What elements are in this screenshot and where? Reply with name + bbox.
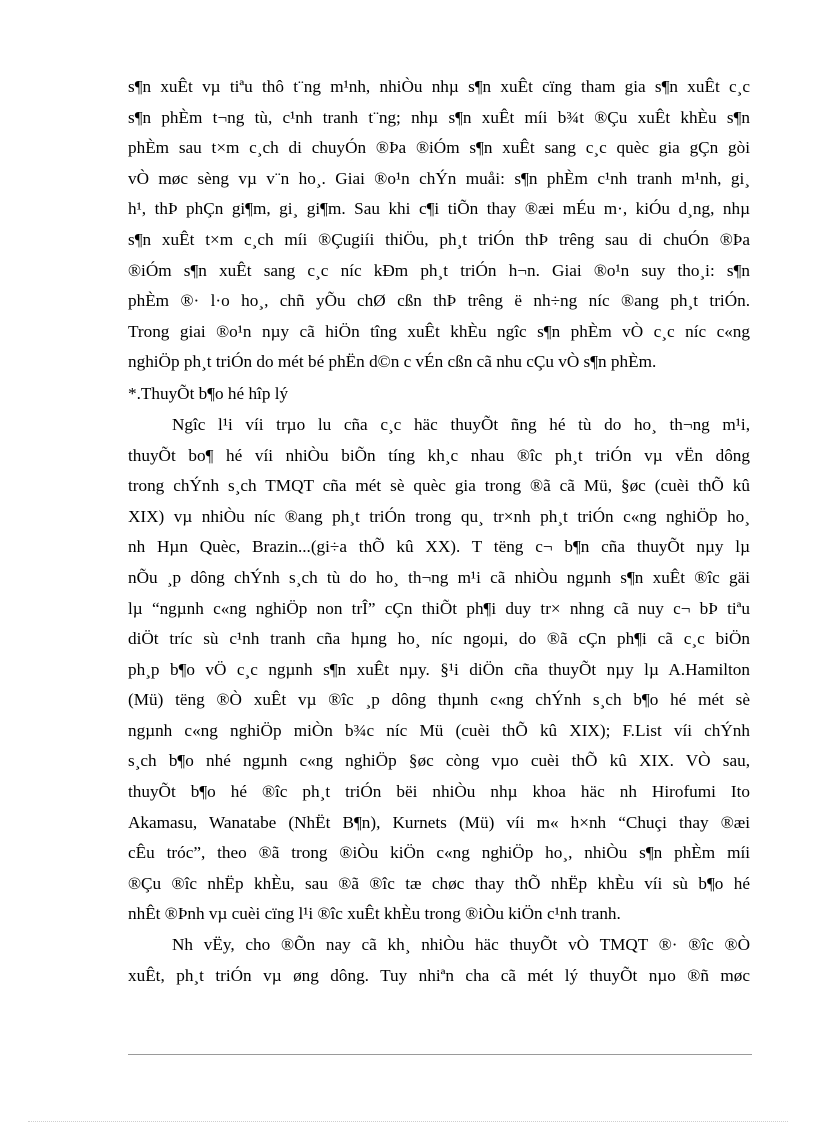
text-line: s¸ch b¶o nhé ngµnh c«ng nghiÖp §øc còng vµo cuèi thÕ kû XIX. VÒ sau,: [128, 751, 750, 771]
text-line: h¹, thÞ phÇn gi¶m, gi¸ gi¶m. Sau khi c¶i tiÕn thay ®æi mÉu m·, kiÓu d¸ng, nhµ: [128, 199, 750, 219]
text-line: nh Hµn Quèc, Brazin...(gi÷a thÕ kû XX). T tëng c¬ b¶n cña thuyÕt nµy lµ: [128, 537, 750, 557]
text-line: nhÊt ®Þnh vµ cuèi cïng l¹i ®îc xuÊt khÈu trong ®iÒu kiÖn c¹nh tranh.: [128, 904, 621, 924]
text-line: ngµnh c«ng nghiÖp miÒn b¾c níc Mü (cuèi thÕ kû XIX); F.List víi chÝnh: [128, 720, 750, 740]
text-line: thuyÕt bo¶ hé víi nhiÒu biÕn tíng kh¸c nhau ®îc ph¸t triÓn vµ vËn dông: [128, 445, 750, 465]
text-line: lµ “ngµnh c«ng nghiÖp non trÎ” cÇn thiÕt ph¶i duy tr× nhng cã nuy c¬ bÞ tiªu: [128, 598, 750, 618]
text-line: phÈm ®· l·o ho¸, chñ yÕu chØ cßn thÞ trêng ë nh÷ng níc ®ang ph¸t triÓn.: [128, 291, 750, 311]
text-line: phÈm sau t×m c¸ch di chuyÓn ®Þa ®iÓm s¶n xuÊt sang c¸c quèc gia gÇn gòi: [128, 138, 750, 158]
text-line: xuÊt, ph¸t triÓn vµ øng dông. Tuy nhiªn cha cã mét lý thuyÕt nµo ®ñ møc: [128, 965, 750, 985]
text-line: thuyÕt b¶o hé ®îc ph¸t triÓn bëi nhiÒu nhµ khoa häc nh Hirofumi Ito: [128, 782, 750, 802]
text-line: nÕu ¸p dông chÝnh s¸ch tù do ho¸ th¬ng m¹i cã nhiÒu ngµnh s¶n xuÊt ®îc gäi: [128, 567, 750, 587]
paragraph-conclusion: [128, 930, 750, 991]
text-line: cÊu tróc”, theo ®ã trong ®iÒu kiÖn c«ng nghiÖp ho¸, nhiÒu s¶n phÈm míi: [128, 843, 750, 863]
text-line: s¶n xuÊt t×m c¸ch míi ®Çugiíi thiÖu, ph¸t triÓn thÞ trêng sau di chuÓn ®Þa: [128, 229, 750, 249]
text-line: diÖt tríc sù c¹nh tranh cña hµng ho¸ níc ngoµi, do ®ã cÇn ph¶i cã c¸c biÖn: [128, 629, 750, 649]
section-heading: *.ThuyÕt b¶o hé hîp lý: [128, 383, 289, 403]
paragraph-product-lifecycle: [128, 72, 750, 378]
document-body: [128, 72, 750, 991]
text-line: vÒ møc sèng vµ v¨n ho¸. Giai ®o¹n chÝn muåi: s¶n phÈm c¹nh tranh m¹nh, gi¸: [128, 168, 750, 188]
text-line: ®iÓm s¶n xuÊt sang c¸c níc kÐm ph¸t triÓn h¬n. Giai ®o¹n suy tho¸i: s¶n: [128, 260, 750, 280]
footer-divider: [128, 1054, 752, 1055]
text-line: trong chÝnh s¸ch TMQT cña mét sè quèc gia trong ®ã cã Mü, §øc (cuèi thÕ kû: [128, 476, 750, 496]
text-line: ph¸p b¶o vÖ c¸c ngµnh s¶n xuÊt nµy. §¹i diÖn cña thuyÕt nµy lµ A.Hamilton: [128, 659, 750, 679]
paragraph-protectionism-theory: [128, 410, 750, 930]
page-bottom-border: [28, 1121, 788, 1122]
text-line: Akamasu, Wanatabe (NhËt B¶n), Kurnets (Mü) víi m« h×nh “Chuçi thay ®æi: [128, 812, 750, 832]
text-line: s¶n phÈm t¬ng tù, c¹nh tranh t¨ng; nhµ s¶n xuÊt míi b¾t ®Çu xuÊt khÈu s¶n: [128, 107, 750, 127]
text-line: Trong giai ®o¹n nµy cã hiÖn tîng xuÊt khÈu ngîc s¶n phÈm vÒ c¸c níc c«ng: [128, 321, 750, 341]
text-line: (Mü) tëng ®Ò xuÊt vµ ®îc ¸p dông thµnh c«ng chÝnh s¸ch b¶o hé mét sè: [128, 690, 750, 710]
text-line: nghiÖp ph¸t triÓn do mét bé phËn d©n c vÉn cßn cã nhu cÇu vÒ s¶n phÈm.: [128, 352, 657, 372]
text-line: Nh vËy, cho ®Õn nay cã kh¸ nhiÒu häc thuyÕt vÒ TMQT ®· ®îc ®Ò: [172, 935, 750, 955]
text-line: XIX) vµ nhiÒu níc ®ang ph¸t triÓn trong qu¸ tr×nh ph¸t triÓn c«ng nghiÖp ho¸: [128, 506, 750, 526]
text-line: ®Çu ®îc nhËp khÈu, sau ®ã ®îc tæ chøc thay thÕ nhËp khÈu víi sù b¶o hé: [128, 873, 750, 893]
text-line: s¶n xuÊt vµ tiªu thô t¨ng m¹nh, nhiÒu nhµ s¶n xuÊt cïng tham gia s¶n xuÊt c¸c: [128, 77, 750, 96]
text-line: Ngîc l¹i víi trµo lu cña c¸c häc thuyÕt ñng hé tù do ho¸ th¬ng m¹i,: [172, 414, 750, 434]
